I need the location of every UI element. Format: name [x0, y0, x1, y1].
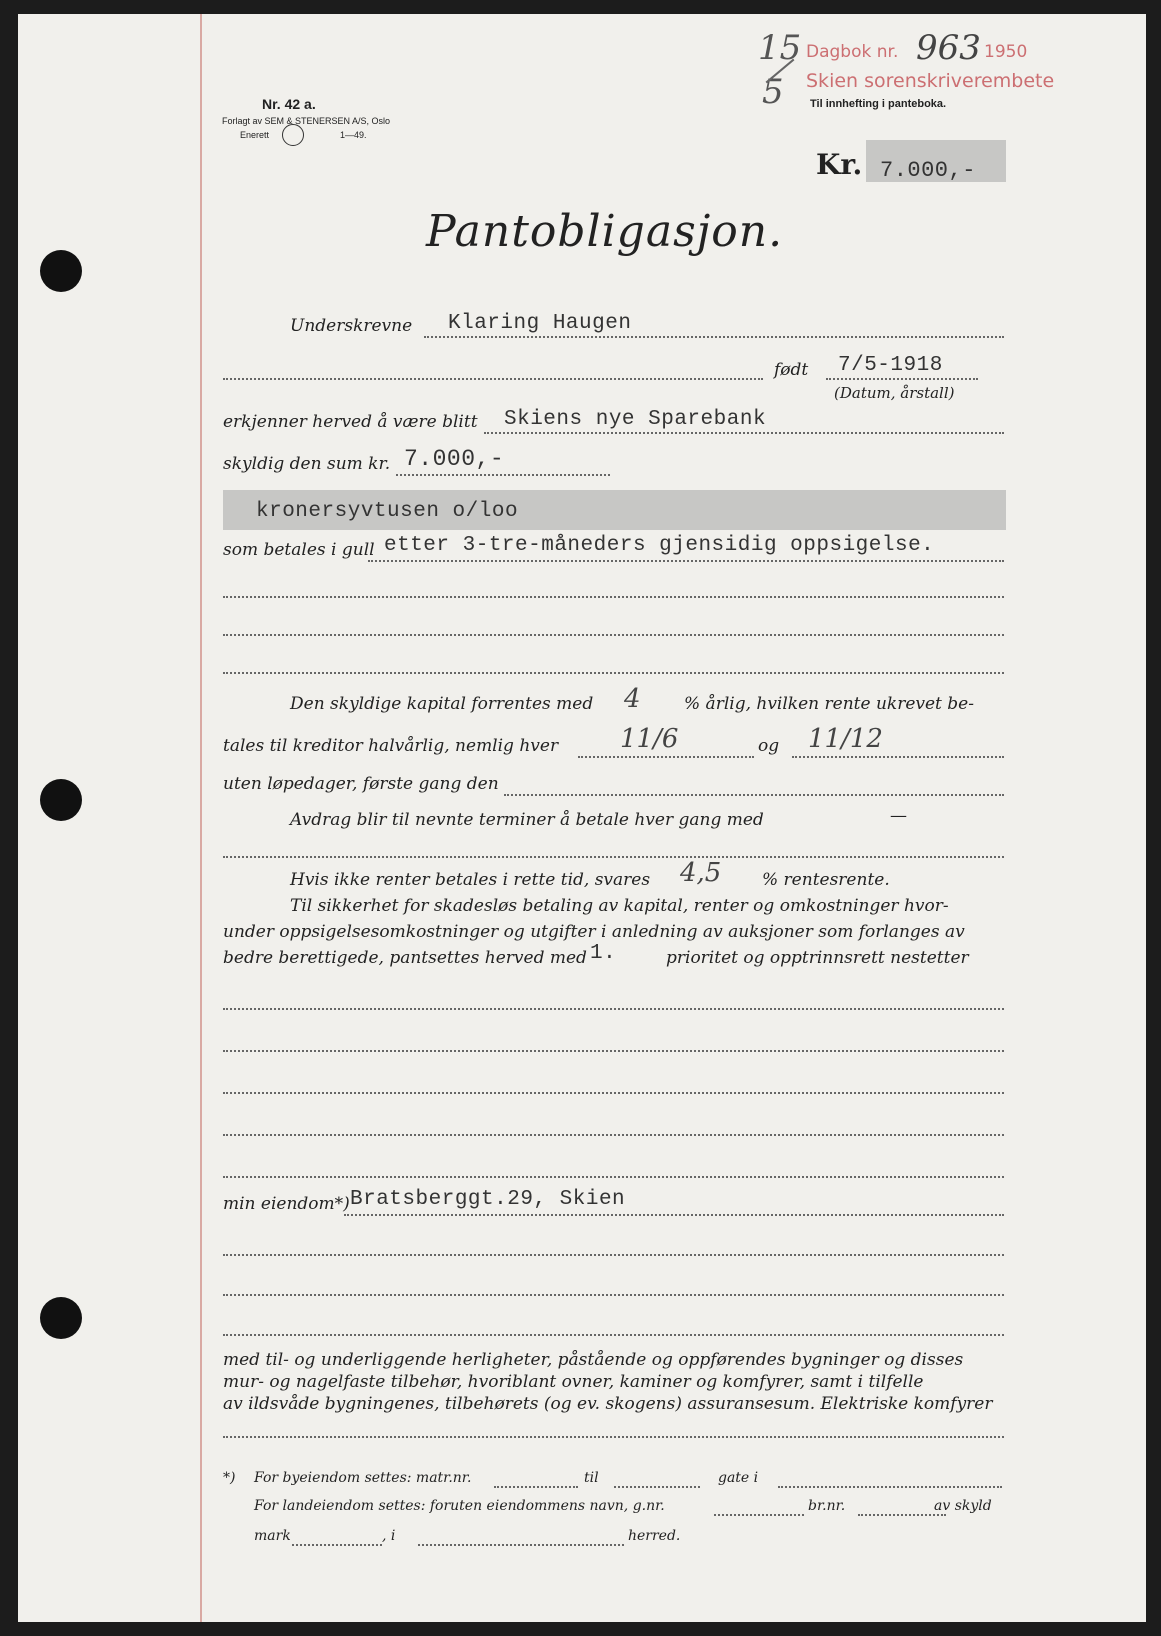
footnote-mark: *) [223, 1470, 236, 1486]
interest-date2: 11/12 [808, 724, 883, 754]
payment-value: etter 3-tre-måneders gjensidig oppsigelse. [384, 534, 935, 557]
undersigned-label: Underskrevne [290, 316, 413, 336]
fill-line [344, 1214, 1004, 1216]
punch-hole [40, 250, 82, 292]
property-value: Bratsberggt.29, Skien [350, 1188, 626, 1211]
interest-line4: Avdrag blir til nevnte terminer å betale hver gang med [290, 810, 764, 830]
clause-line1: med til- og underliggende herligheter, påstående og oppførendes bygninger og disses [223, 1350, 964, 1370]
fill-line [504, 794, 1004, 796]
form-number: Nr. 42 a. [262, 96, 316, 112]
acknowledge-label: erkjenner herved å være blitt [223, 412, 478, 432]
footnote-l3a: mark [254, 1528, 291, 1544]
footnote-l2a: For landeiendom settes: foruten eiendommens navn, g.nr. [254, 1498, 665, 1514]
security-line1: Til sikkerhet for skadesløs betaling av kapital, renter og omkostninger hvor- [290, 896, 949, 916]
footnote-l2c: av skyld [934, 1498, 992, 1514]
rights: Enerett [240, 130, 270, 140]
fill-line [368, 560, 1004, 562]
dagbok-year: 1950 [984, 42, 1028, 62]
installment-value: — [890, 806, 907, 826]
interest-line5a: Hvis ikke renter betales i rette tid, svares [290, 870, 651, 890]
dagbok-label: Dagbok nr. [806, 42, 899, 62]
footnote-l1b: til [584, 1470, 599, 1486]
handwritten-month: 5 [762, 72, 784, 112]
creditor-value: Skiens nye Sparebank [504, 408, 767, 431]
sum-label: skyldig den sum kr. [223, 454, 391, 474]
fill-line [223, 856, 1004, 858]
fill-line [223, 634, 1004, 636]
fill-line [396, 474, 610, 476]
interest-line3: uten løpedager, første gang den [223, 774, 499, 794]
fill-line [826, 378, 978, 380]
undersigned-value: Klaring Haugen [448, 312, 632, 335]
fill-line [223, 1134, 1004, 1136]
footnote-l2b: br.nr. [808, 1498, 846, 1514]
interest-line5b: % rentesrente. [762, 870, 890, 890]
footnote-l1c: gate i [718, 1470, 759, 1486]
priority-value: 1. [590, 942, 617, 965]
punch-hole [40, 779, 82, 821]
fill-line [792, 756, 1004, 758]
penalty-rate: 4,5 [680, 858, 722, 888]
margin-line [200, 14, 202, 1622]
publisher-logo [282, 124, 304, 146]
interest-rate: 4 [624, 684, 641, 714]
fill-line [778, 1486, 1002, 1488]
fill-line [614, 1486, 700, 1488]
fill-line [223, 1254, 1004, 1256]
fill-line [223, 1294, 1004, 1296]
interest-date1: 11/6 [620, 724, 679, 754]
fill-line [858, 1514, 946, 1516]
born-value: 7/5-1918 [838, 354, 943, 377]
document-title: Pantobligasjon. [426, 206, 784, 257]
born-label: født [774, 360, 809, 380]
document-page [18, 14, 1146, 1622]
registration-note: Til innhefting i panteboka. [810, 98, 947, 110]
interest-line2a: tales til kreditor halvårlig, nemlig hver [223, 736, 559, 756]
fill-line [223, 378, 763, 380]
fill-line [578, 756, 754, 758]
amount-value: 7.000,- [880, 158, 976, 183]
born-hint: (Datum, årstall) [834, 384, 955, 402]
fill-line [223, 1436, 1004, 1438]
office-stamp: Skien sorenskriverembete [806, 70, 1055, 92]
amount-prefix: Kr. [816, 148, 863, 181]
fill-line [494, 1486, 578, 1488]
fill-line [292, 1544, 382, 1546]
punch-hole [40, 1297, 82, 1339]
fill-line [223, 672, 1004, 674]
fill-line [223, 1092, 1004, 1094]
dagbok-number: 963 [916, 28, 981, 68]
fill-line [714, 1514, 804, 1516]
clause-line2: mur- og nagelfaste tilbehør, hvoriblant ovner, kaminer og komfyrer, samt i tilfelle [223, 1372, 924, 1392]
fill-line [418, 1544, 624, 1546]
fill-line [484, 432, 1004, 434]
words-value: kronersyvtusen o/loo [256, 500, 519, 523]
clause-line3: av ildsvåde bygningenes, tilbehørets (og ev. skogens) assuransesum. Elektriske komfyrer [223, 1394, 993, 1414]
interest-line1a: Den skyldige kapital forrentes med [290, 694, 594, 714]
fill-line [424, 336, 1004, 338]
sum-value: 7.000,- [404, 446, 505, 472]
security-line3b: prioritet og opptrinnsrett nestetter [666, 948, 969, 968]
handwritten-day: 15 [758, 28, 802, 68]
interest-line1b: % årlig, hvilken rente ukrevet be- [684, 694, 974, 714]
fill-line [223, 596, 1004, 598]
fill-line [223, 1050, 1004, 1052]
fill-line [223, 1008, 1004, 1010]
security-line2: under oppsigelsesomkostninger og utgifter i anledning av auksjoner som forlanges av [223, 922, 965, 942]
footnote-l3b: , i [382, 1528, 396, 1544]
interest-and: og [758, 736, 780, 756]
footnote-l1a: For byeiendom settes: matr.nr. [254, 1470, 472, 1486]
fill-line [223, 1176, 1004, 1178]
security-line3a: bedre berettigede, pantsettes herved med [223, 948, 587, 968]
fill-line [223, 1334, 1004, 1336]
property-label: min eiendom*) [223, 1194, 350, 1214]
edition: 1—49. [340, 130, 367, 140]
publisher: Forlagt av SEM & STENERSEN A/S, Oslo [222, 116, 391, 126]
payment-label: som betales i gull [223, 540, 375, 560]
footnote-l3c: herred. [628, 1528, 681, 1544]
